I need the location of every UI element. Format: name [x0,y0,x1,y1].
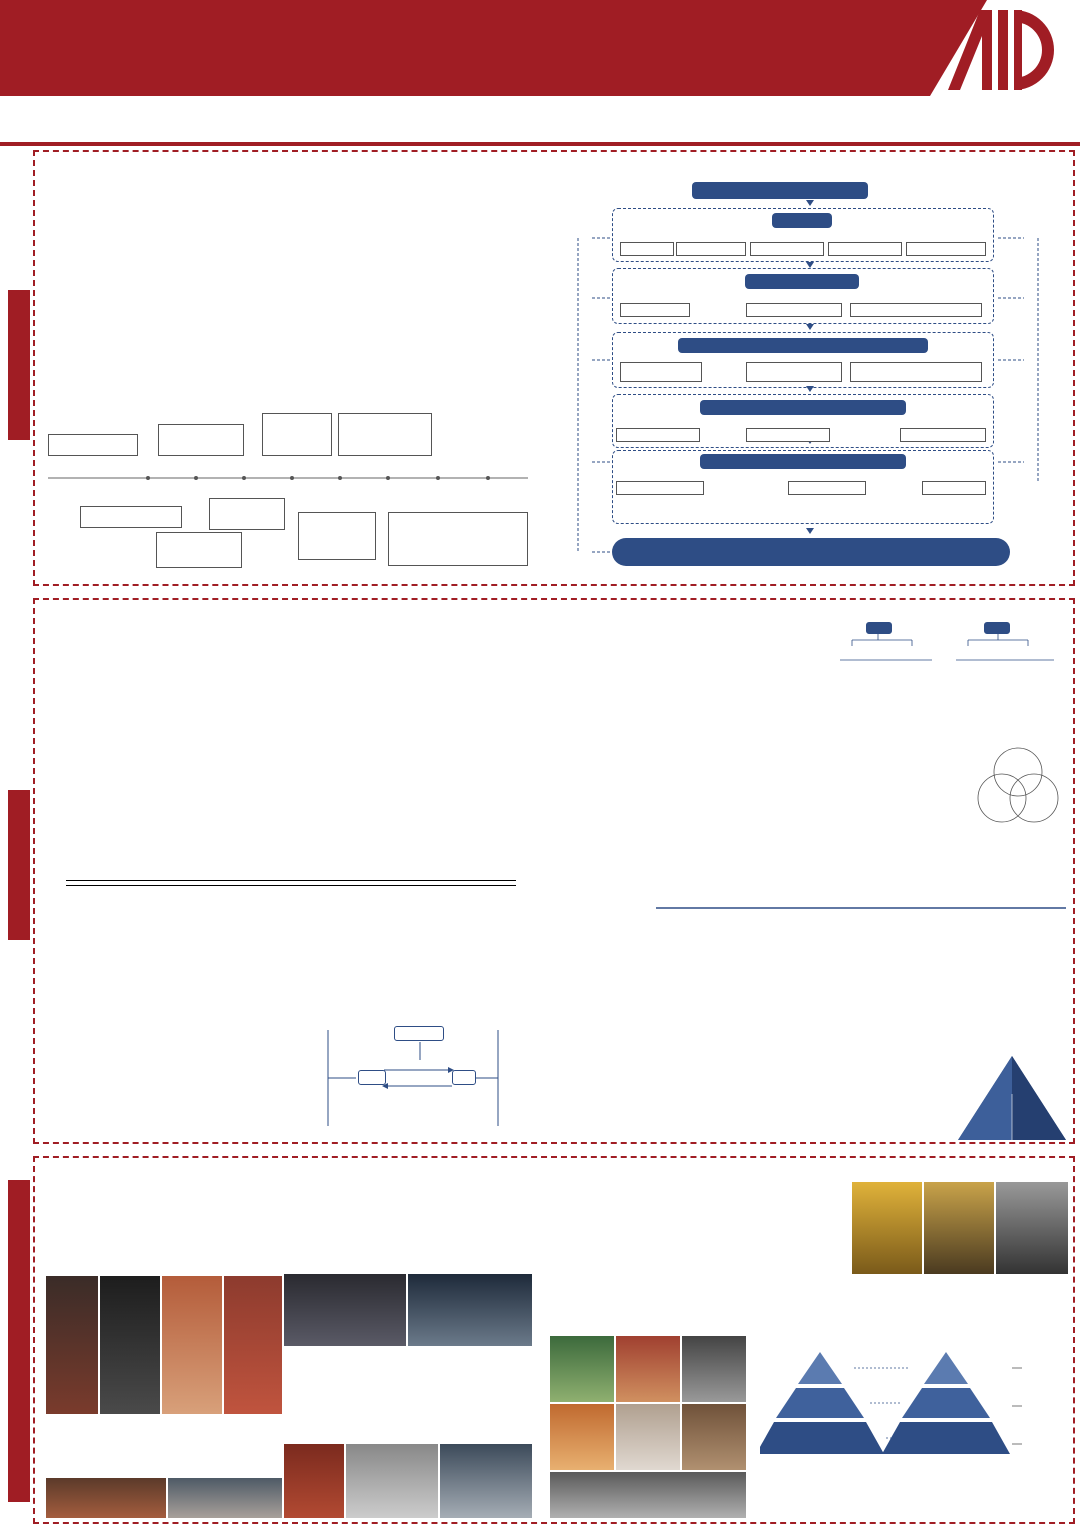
para-3-1-3 [284,1198,532,1272]
timeline-note-2016 [158,424,244,456]
value-table-head-1 [291,881,516,886]
photo-interactive-2 [408,1274,532,1346]
photo-sign-1 [46,1276,98,1414]
framework-item [850,303,982,317]
para-2-1-2 [46,788,534,874]
tree-root-matter [866,622,892,634]
photo-regional-2 [346,1444,438,1518]
timeline-dot [146,476,150,480]
para-3-1-1 [46,1198,282,1272]
timeline-note-2019 [298,512,376,560]
advisor-info [258,110,264,128]
para-2-3-1 [550,755,962,817]
photo-sign-4 [224,1276,282,1414]
timeline-note-2016b [156,532,242,568]
para-3-1-2 [46,1430,282,1478]
photo-image-2 [616,1336,680,1402]
timeline-note-2014 [80,506,182,528]
timeline-note-2020 [338,413,432,456]
photo-image-3 [682,1336,746,1402]
header-banner [0,0,1080,96]
side-label-1 [8,290,30,440]
para-2-1-3 [550,625,826,725]
photo-wayfinding-1 [852,1182,922,1274]
framework-design [700,454,906,469]
framework-item [616,481,704,495]
dev-chart-axis [656,824,1070,1040]
framework-intro [772,213,832,228]
timeline-note-2002 [48,434,138,456]
framework-item [746,428,830,442]
egd-pyramid-icon [956,1054,1068,1142]
photo-wayfinding-3 [996,1182,1068,1274]
place-box [358,1070,386,1085]
timeline-dot [436,476,440,480]
photo-history-1 [46,1478,166,1518]
egd-venn-diagram [966,742,1070,826]
photo-sign-3 [162,1276,222,1414]
side-label-3 [8,1180,30,1502]
photo-image-6 [682,1404,746,1470]
student-info [8,110,14,128]
para-2-3-2 [550,832,652,1050]
framework-item [746,303,842,317]
framework-item [746,362,842,382]
framework-item [922,481,986,495]
framework-item [900,428,986,442]
photo-image-1 [550,1336,614,1402]
framework-extract [678,338,928,353]
framework-site [700,400,906,415]
header-rule [0,142,1080,146]
framework-item [788,481,866,495]
framework-item [828,242,902,256]
framework-item [616,428,700,442]
framework-item [676,242,746,256]
timeline-note-2018 [262,413,332,456]
timeline-dot [338,476,342,480]
photo-regional-1 [284,1444,344,1518]
timeline-dot [486,476,490,480]
major-info [518,110,524,128]
framework-conclusion [612,538,1010,566]
framework-item [850,362,982,382]
para-2-1-1 [46,639,278,773]
para-1-1-2 [46,312,534,400]
para-3-1-4 [284,1362,532,1436]
photo-regional-3 [440,1444,532,1518]
pyramid-shapes [760,1344,1060,1474]
para-2-2-1 [46,1008,284,1140]
timeline-dot [386,476,390,480]
timeline-dot [194,476,198,480]
place-spirit-box [394,1026,444,1041]
para-3-2-2 [550,1288,1066,1336]
tree-lines [832,620,1072,728]
framework-item [750,242,824,256]
timeline-dot [242,476,246,480]
framework-top [692,182,868,199]
para-3-2-1 [550,1198,846,1272]
photo-history-2 [168,1478,282,1518]
photo-image-4 [550,1404,614,1470]
framework-item [620,242,674,256]
photo-wayfinding-2 [924,1182,994,1274]
timeline-dot [290,476,294,480]
tree-root-spirit [984,622,1010,634]
timeline-note-2021 [388,512,528,566]
photo-image-7 [550,1472,746,1518]
framework-item [620,303,690,317]
framework-concept [745,274,859,289]
para-1-1-1 [46,182,534,294]
framework-item [906,242,986,256]
photo-image-5 [616,1404,680,1470]
value-table [66,880,516,886]
timeline-note-2017 [209,498,285,530]
photo-sign-2 [100,1276,160,1414]
framework-item [620,362,702,382]
para-2-3-3 [550,1066,954,1140]
school-logo-icon [946,6,1072,92]
photo-interactive-1 [284,1274,406,1346]
value-table-head-0 [66,881,291,886]
person-box [452,1070,476,1085]
value-table-head [66,881,516,886]
side-label-2 [8,790,30,940]
